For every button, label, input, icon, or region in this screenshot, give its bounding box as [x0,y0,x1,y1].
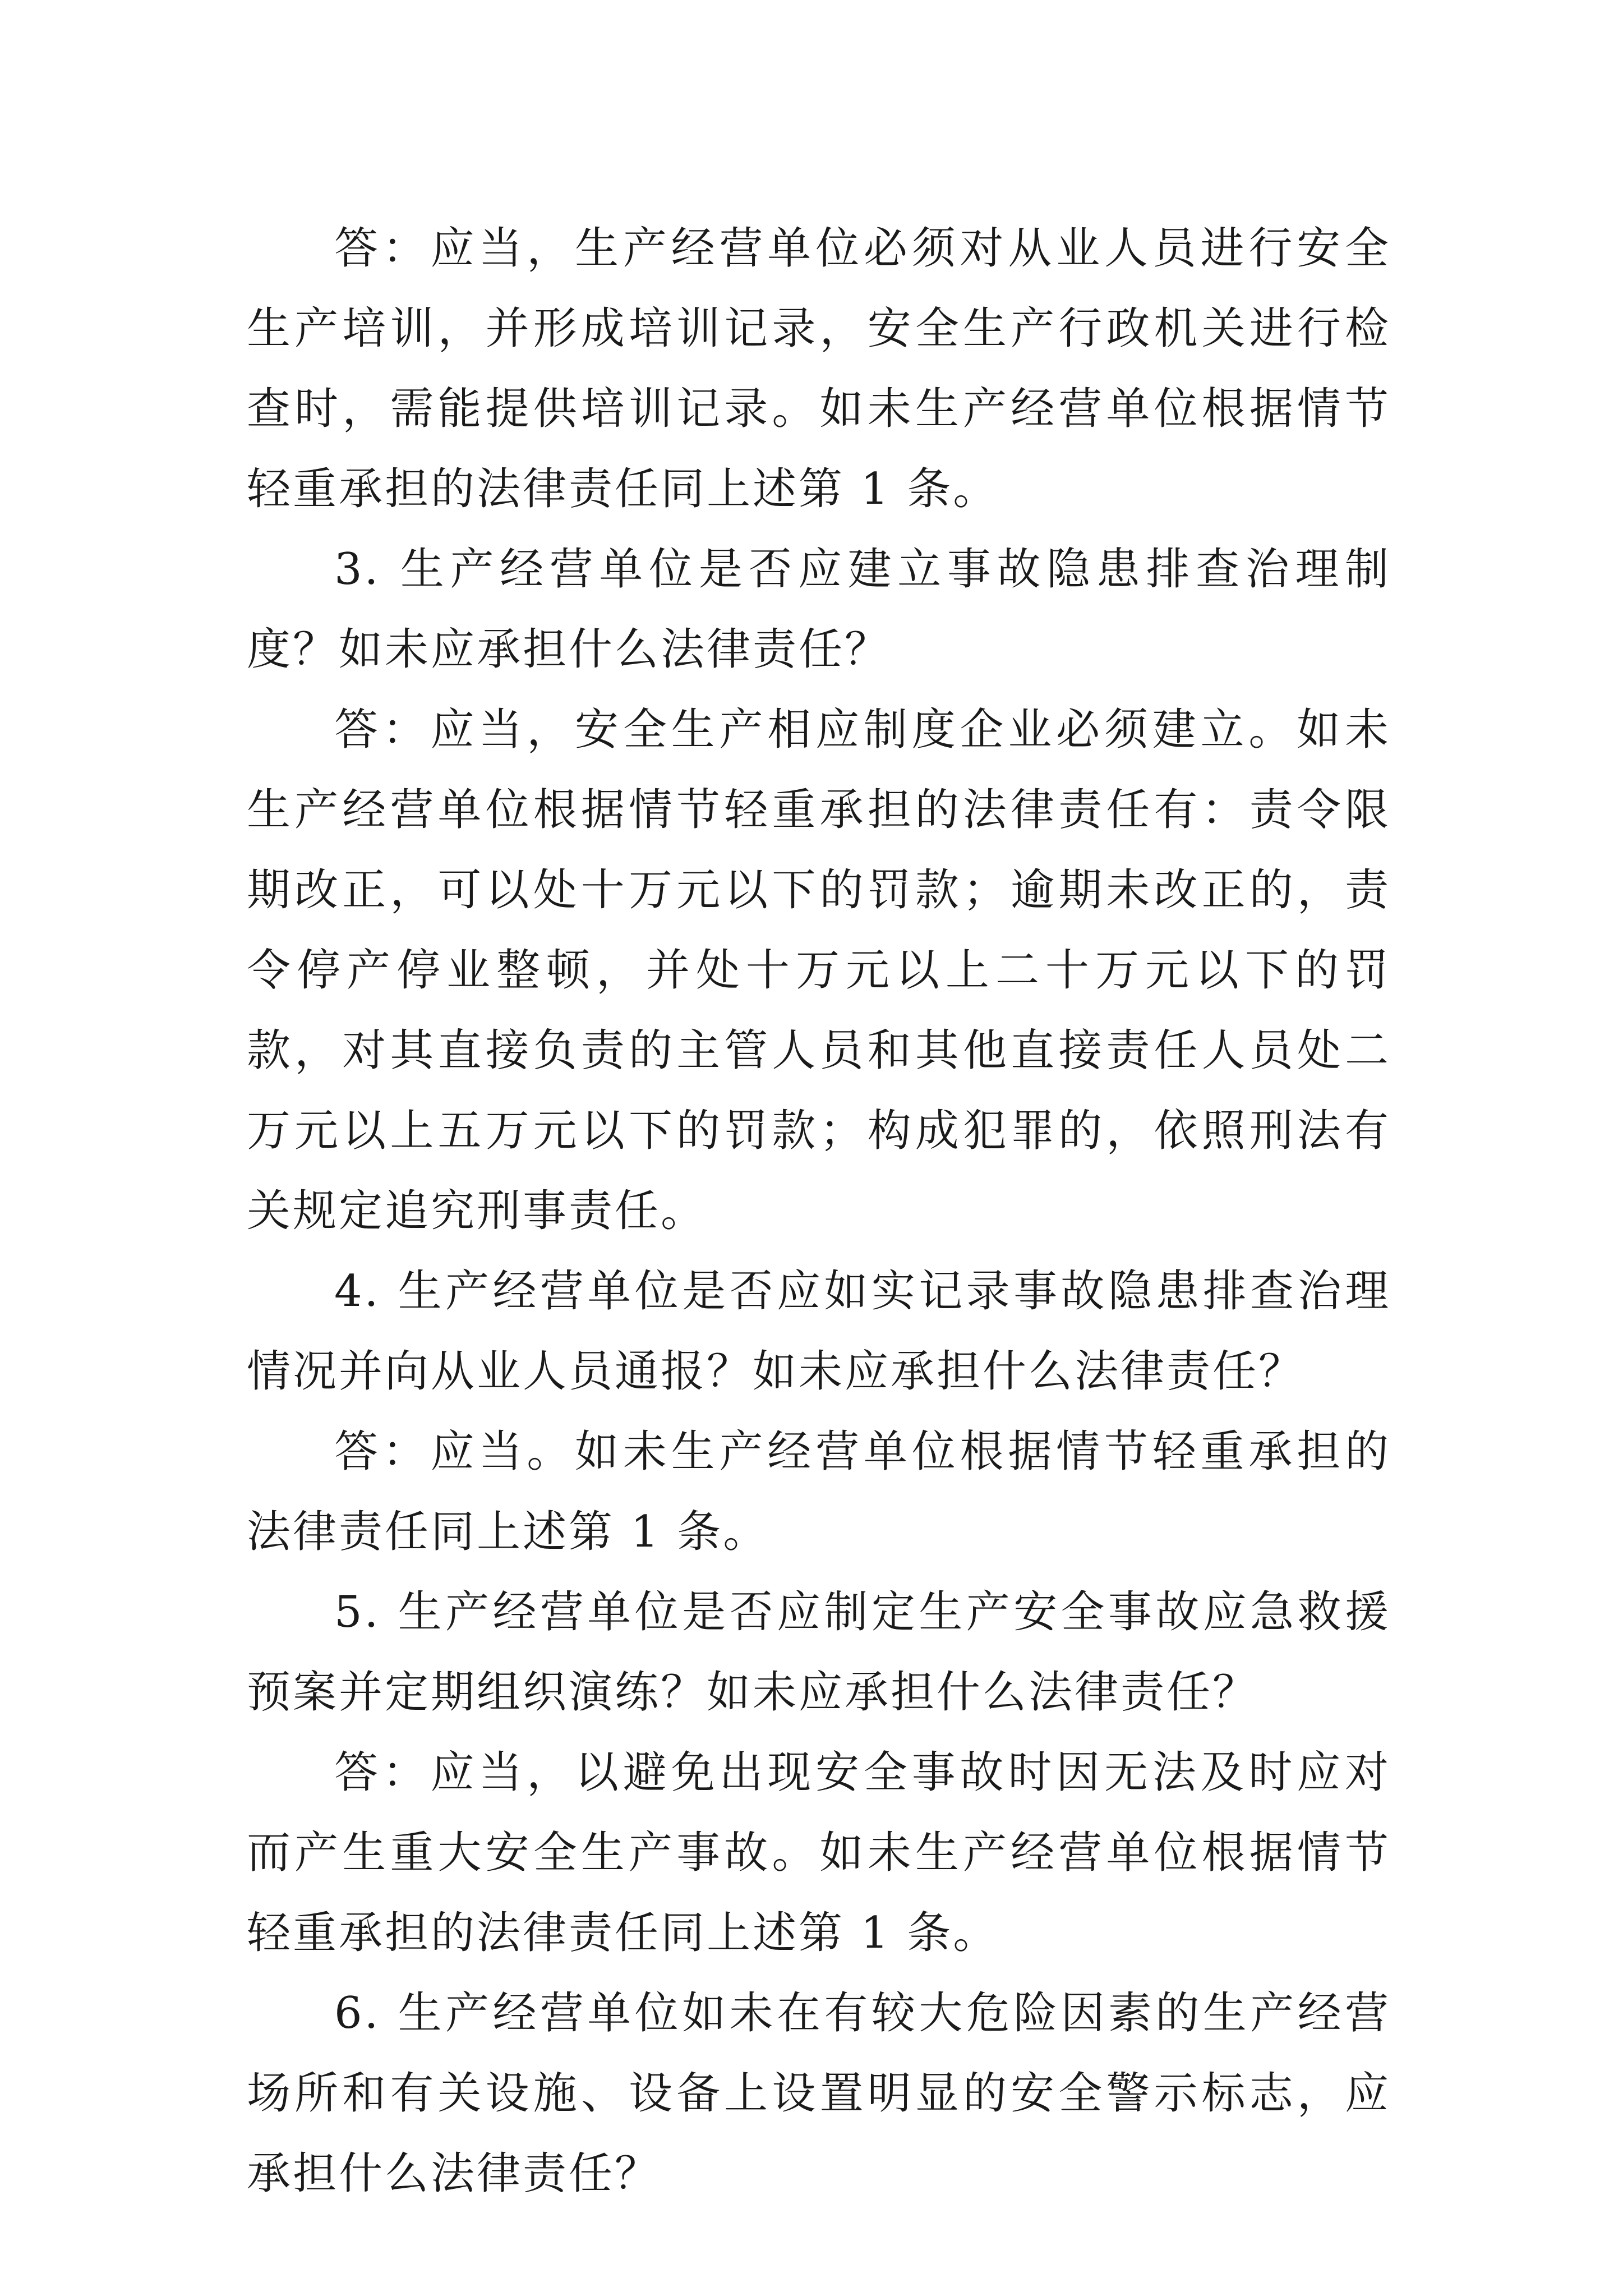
question-4-paragraph: 4. 生产经营单位是否应如实记录事故隐患排查治理情况并向从业人员通报？如未应承担什么法律责任？ [247,1266,1391,1397]
document-body [247,209,1391,2214]
answer-4-paragraph: 答：应当。如未生产经营单位根据情节轻重承担的法律责任同上述第 1 条。 [247,1427,1391,1557]
answer-5-paragraph: 答：应当，以避免出现安全事故时因无法及时应对而产生重大安全生产事故。如未生产经营单位根据情节轻重承担的法律责任同上述第 1 条。 [247,1747,1391,1958]
answer-paragraph: 答：应当，生产经营单位必须对从业人员进行安全生产培训，并形成培训记录，安全生产行政机关进行检查时，需能提供培训记录。如未生产经营单位根据情节轻重承担的法律责任同上述第 1 条。 [247,223,1391,514]
question-3-paragraph: 3. 生产经营单位是否应建立事故隐患排查治理制度？如未应承担什么法律责任？ [247,544,1391,675]
question-5-paragraph: 5. 生产经营单位是否应制定生产安全事故应急救援预案并定期组织演练？如未应承担什么法律责任？ [247,1587,1391,1718]
answer-3-paragraph: 答：应当，安全生产相应制度企业必须建立。如未生产经营单位根据情节轻重承担的法律责任有：责令限期改正，可以处十万元以下的罚款；逾期未改正的，责令停产停业整顿，并处十万元以上二十万元以下的罚款，对其直接负责的主管人员和其他直接责任人员处二万元以上五万元以下的罚款；构成犯罪的，依照刑法有关规定追究刑事责任。 [247,705,1391,1236]
question-6-paragraph: 6. 生产经营单位如未在有较大危险因素的生产经营场所和有关设施、设备上设置明显的安全警示标志，应承担什么法律责任？ [247,1988,1391,2199]
